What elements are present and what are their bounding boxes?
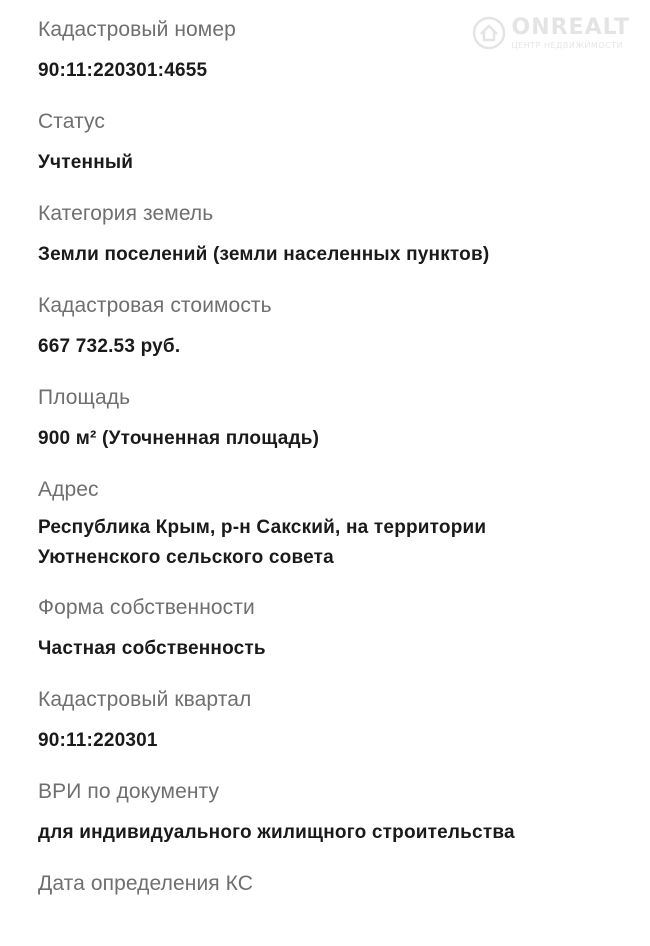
- field-label: Категория земель: [38, 202, 214, 225]
- field-label: ВРИ по документу: [38, 780, 220, 803]
- field-value: 900 м² (Уточненная площадь): [38, 428, 320, 449]
- field-ownership-form: [38, 578, 630, 670]
- field-status: [38, 92, 630, 184]
- field-cost-determination-date: [38, 854, 630, 946]
- field-land-category: [38, 184, 630, 276]
- field-value: для индивидуального жилищного строительства: [38, 822, 515, 843]
- field-permitted-use: [38, 762, 630, 854]
- address-line-1: Республика Крым, р-н Сакский, на территории: [38, 517, 487, 538]
- watermark-brand: ONREALT: [511, 14, 630, 40]
- field-value: 90:11:220301: [38, 730, 158, 751]
- field-value: Учтенный: [38, 152, 134, 173]
- field-cadastral-quarter: [38, 670, 630, 762]
- field-address: [38, 460, 630, 578]
- field-label: Статус: [38, 110, 105, 133]
- field-cadastral-number: [38, 0, 630, 92]
- address-line-2: Уютненского сельского совета: [38, 547, 334, 568]
- field-value: Земли поселений (земли населенных пунктов): [38, 244, 490, 265]
- field-label: Адрес: [38, 478, 99, 501]
- field-value: [38, 513, 630, 573]
- field-label: Форма собственности: [38, 596, 255, 619]
- property-details-list: [38, 0, 630, 946]
- field-value: 667 732.53 руб.: [38, 336, 181, 357]
- field-label: Дата определения КС: [38, 872, 254, 895]
- field-label: Площадь: [38, 386, 131, 409]
- field-label: Кадастровый номер: [38, 18, 236, 41]
- field-value: 90:11:220301:4655: [38, 60, 208, 81]
- field-label: Кадастровая стоимость: [38, 294, 272, 317]
- field-label: Кадастровый квартал: [38, 688, 252, 711]
- field-cadastral-cost: [38, 276, 630, 368]
- field-value: Частная собственность: [38, 638, 266, 659]
- field-area: [38, 368, 630, 460]
- watermark-tagline: ЦЕНТР НЕДВИЖИМОСТИ: [511, 40, 624, 50]
